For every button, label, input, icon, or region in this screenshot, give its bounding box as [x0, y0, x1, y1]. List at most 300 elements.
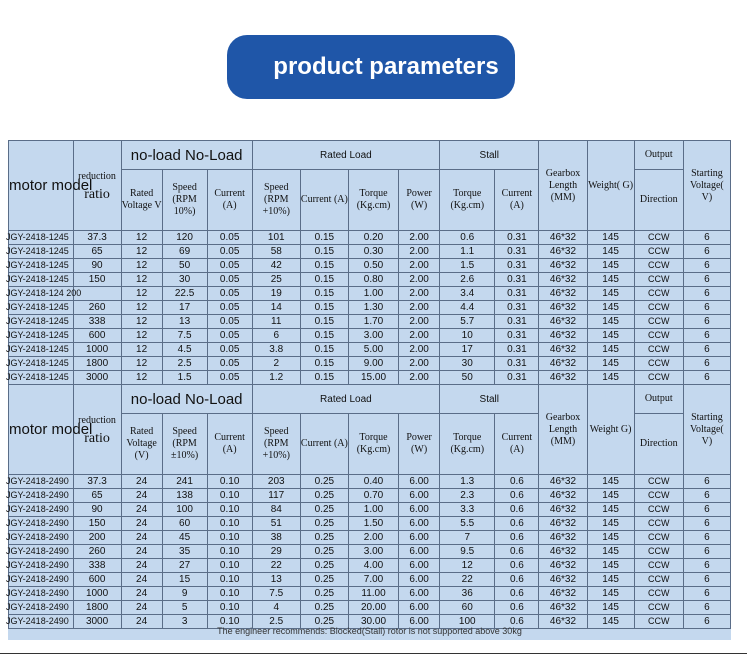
table-cell: 145: [587, 573, 634, 587]
table-cell: 6: [683, 601, 730, 615]
table-cell: CCW: [634, 573, 683, 587]
table-cell: 11: [252, 315, 300, 329]
table-cell: 36: [440, 587, 495, 601]
table-cell: 1.3: [440, 475, 495, 489]
table-cell: 0.10: [207, 587, 252, 601]
table-cell: 65: [73, 489, 121, 503]
power-header: Power (W): [399, 170, 440, 231]
table-cell: CCW: [634, 531, 683, 545]
table-cell: CCW: [634, 371, 683, 385]
table-row: [9, 357, 731, 371]
table-cell: 0.10: [207, 573, 252, 587]
table-cell: JGY-2418-2490: [9, 545, 74, 559]
table-cell: 9.5: [440, 545, 495, 559]
table-cell: JGY-2418-1245: [9, 259, 74, 273]
table-cell: 0.10: [207, 545, 252, 559]
stall-current-header: Current (A): [495, 170, 539, 231]
motor-model-header: motor model: [9, 141, 74, 231]
table-cell: 145: [587, 357, 634, 371]
table-cell: JGY-2418-2490: [9, 615, 74, 629]
no-load-header: no-load No-Load: [121, 141, 252, 170]
table-cell: 6.00: [399, 601, 440, 615]
table-cell: 22.5: [162, 287, 207, 301]
table-cell: CCW: [634, 587, 683, 601]
table-cell: 0.6: [495, 489, 539, 503]
table-cell: 0.05: [207, 329, 252, 343]
stall-header: Stall: [440, 141, 539, 170]
table-cell: 3.00: [348, 329, 398, 343]
table-cell: 13: [252, 573, 300, 587]
table-cell: 12: [121, 231, 162, 245]
table-cell: 9: [162, 587, 207, 601]
table-cell: 5.7: [440, 315, 495, 329]
table-cell: 12: [121, 329, 162, 343]
table-cell: CCW: [634, 601, 683, 615]
table-cell: CCW: [634, 329, 683, 343]
table-cell: CCW: [634, 301, 683, 315]
table-cell: 12: [121, 371, 162, 385]
table-cell: 37.3: [73, 475, 121, 489]
table-cell: CCW: [634, 273, 683, 287]
table-cell: 2.6: [440, 273, 495, 287]
table-cell: 46*32: [539, 371, 587, 385]
rated-load-header: Rated Load: [252, 141, 439, 170]
table-cell: 0.10: [207, 475, 252, 489]
table-cell: 120: [162, 231, 207, 245]
table-cell: 0.05: [207, 301, 252, 315]
table-cell: 1.00: [348, 287, 398, 301]
table-cell: 3000: [73, 371, 121, 385]
table-cell: 145: [587, 273, 634, 287]
table-cell: CCW: [634, 615, 683, 629]
rated-speed-header: Speed (RPM +10%): [252, 414, 300, 475]
table-cell: 6.00: [399, 573, 440, 587]
table-cell: 46*32: [539, 315, 587, 329]
table-cell: 145: [587, 245, 634, 259]
table-cell: 6: [683, 301, 730, 315]
rated-current-header: Current (A): [300, 414, 348, 475]
table-cell: 1.5: [162, 371, 207, 385]
table-cell: 46*32: [539, 573, 587, 587]
table-cell: 6.00: [399, 503, 440, 517]
table-cell: 1.50: [348, 517, 398, 531]
table-cell: 6: [683, 615, 730, 629]
table-cell: 200: [73, 531, 121, 545]
table-cell: 46*32: [539, 287, 587, 301]
table-cell: 2.00: [399, 273, 440, 287]
table-cell: 6: [683, 559, 730, 573]
table-cell: 0.20: [348, 231, 398, 245]
table-cell: 4.4: [440, 301, 495, 315]
table-cell: 100: [440, 615, 495, 629]
table-cell: 10: [440, 329, 495, 343]
table-cell: 0.6: [495, 601, 539, 615]
table-cell: 6.00: [399, 517, 440, 531]
table-cell: 0.10: [207, 559, 252, 573]
table-cell: 2.00: [399, 315, 440, 329]
reduction-label: reduction: [78, 414, 116, 426]
table-cell: 12: [121, 357, 162, 371]
table-cell: 12: [121, 301, 162, 315]
table-cell: 17: [162, 301, 207, 315]
table-cell: 6: [683, 531, 730, 545]
table-cell: 0.6: [440, 231, 495, 245]
table-cell: 24: [121, 531, 162, 545]
table-cell: 6: [683, 343, 730, 357]
ratio-label: ratio: [84, 186, 110, 202]
table-cell: 0.10: [207, 517, 252, 531]
table-cell: 2.3: [440, 489, 495, 503]
table-row: [9, 273, 731, 287]
table-cell: 0.6: [495, 615, 539, 629]
table-row: [9, 301, 731, 315]
table-cell: 2.00: [399, 259, 440, 273]
table-cell: JGY-2418-2490: [9, 531, 74, 545]
table-cell: 0.15: [300, 357, 348, 371]
table-cell: 25: [252, 273, 300, 287]
table-cell: 0.6: [495, 475, 539, 489]
motor-model-header: motor model: [9, 385, 74, 475]
table-cell: 0.70: [348, 489, 398, 503]
table-cell: 24: [121, 545, 162, 559]
rated-load-header: Rated Load: [252, 385, 439, 414]
table-cell: 0.15: [300, 343, 348, 357]
rated-voltage-header: Rated Voltage V: [121, 170, 162, 231]
table-cell: 46*32: [539, 601, 587, 615]
table-row: [9, 573, 731, 587]
table-cell: 145: [587, 343, 634, 357]
table-cell: 145: [587, 301, 634, 315]
table-cell: 6: [683, 287, 730, 301]
table-cell: 0.31: [495, 245, 539, 259]
table-cell: 0.05: [207, 287, 252, 301]
table-cell: 0.15: [300, 273, 348, 287]
table-cell: 2.5: [162, 357, 207, 371]
table-cell: 20.00: [348, 601, 398, 615]
table-cell: 0.25: [300, 573, 348, 587]
table-cell: 38: [252, 531, 300, 545]
table-cell: CCW: [634, 343, 683, 357]
table-cell: CCW: [634, 517, 683, 531]
table-cell: JGY-2418-1245: [9, 329, 74, 343]
table-cell: 7.5: [252, 587, 300, 601]
table-cell: 84: [252, 503, 300, 517]
table-cell: 0.6: [495, 531, 539, 545]
table-cell: 0.10: [207, 531, 252, 545]
table-cell: 58: [252, 245, 300, 259]
stall-header: Stall: [440, 385, 539, 414]
table-cell: 0.10: [207, 601, 252, 615]
table-cell: 145: [587, 503, 634, 517]
table-cell: 0.25: [300, 517, 348, 531]
table-cell: 0.05: [207, 273, 252, 287]
reduction-label: reduction: [78, 170, 116, 182]
rated-speed-header: Speed (RPM +10%): [252, 170, 300, 231]
table-cell: JGY-2418-2490: [9, 475, 74, 489]
table-cell: JGY-2418-2490: [9, 559, 74, 573]
table-cell: 46*32: [539, 273, 587, 287]
table-cell: 0.25: [300, 615, 348, 629]
table-cell: 6.00: [399, 489, 440, 503]
table-cell: JGY-2418-1245: [9, 357, 74, 371]
table-cell: 15.00: [348, 371, 398, 385]
table-row: [9, 259, 731, 273]
parameters-table: [8, 140, 731, 629]
table-cell: 50: [440, 371, 495, 385]
table-cell: 12: [121, 315, 162, 329]
table-cell: 90: [73, 259, 121, 273]
table-cell: 1.2: [252, 371, 300, 385]
table-cell: 0.25: [300, 587, 348, 601]
table-cell: 46*32: [539, 545, 587, 559]
table-row: [9, 343, 731, 357]
table-row: [9, 475, 731, 489]
table-cell: 0.6: [495, 559, 539, 573]
table-cell: 203: [252, 475, 300, 489]
table-cell: 2.00: [399, 245, 440, 259]
table-cell: 0.31: [495, 315, 539, 329]
table-cell: CCW: [634, 259, 683, 273]
table-cell: 24: [121, 475, 162, 489]
table-cell: 22: [252, 559, 300, 573]
table-cell: 2.00: [399, 357, 440, 371]
table-row: [9, 329, 731, 343]
table-cell: 0.31: [495, 301, 539, 315]
table-cell: 600: [73, 329, 121, 343]
table-cell: 145: [587, 545, 634, 559]
table-cell: 6: [683, 475, 730, 489]
table-cell: 2: [252, 357, 300, 371]
table-cell: 1.00: [348, 503, 398, 517]
table-cell: 338: [73, 315, 121, 329]
table-cell: 600: [73, 573, 121, 587]
table-cell: 46*32: [539, 475, 587, 489]
table-cell: 24: [121, 601, 162, 615]
table-cell: 46*32: [539, 559, 587, 573]
rated-torque-header: Torque (Kg.cm): [348, 170, 398, 231]
table-cell: 14: [252, 301, 300, 315]
table-cell: 7.5: [162, 329, 207, 343]
table-cell: 0.25: [300, 531, 348, 545]
table-cell: 0.10: [207, 503, 252, 517]
table-cell: 46*32: [539, 517, 587, 531]
table-cell: CCW: [634, 545, 683, 559]
table-cell: 1000: [73, 343, 121, 357]
table-cell: 0.25: [300, 601, 348, 615]
table-cell: 6: [683, 245, 730, 259]
table-cell: 1800: [73, 357, 121, 371]
table-cell: 46*32: [539, 301, 587, 315]
table-cell: 15: [162, 573, 207, 587]
table-cell: CCW: [634, 559, 683, 573]
table-cell: 0.10: [207, 615, 252, 629]
table-cell: 145: [587, 489, 634, 503]
table-cell: 0.05: [207, 315, 252, 329]
table-cell: 0.6: [495, 573, 539, 587]
table-cell: 0.15: [300, 371, 348, 385]
gearbox-length-header: Gearbox Length (MM): [539, 385, 587, 475]
weight-header: Weight G): [587, 385, 634, 475]
stall-torque-header: Torque (Kg.cm): [440, 170, 495, 231]
table-cell: 145: [587, 371, 634, 385]
table-cell: 0.25: [300, 545, 348, 559]
noload-current-header: Current (A): [207, 170, 252, 231]
table-cell: 0.15: [300, 245, 348, 259]
table-cell: JGY-2418-1245: [9, 315, 74, 329]
table-cell: 145: [587, 559, 634, 573]
table-cell: 1.1: [440, 245, 495, 259]
table-row: [9, 503, 731, 517]
table-cell: JGY-2418-1245: [9, 231, 74, 245]
table-row: [9, 287, 731, 301]
table-cell: 19: [252, 287, 300, 301]
table-cell: 2.00: [348, 531, 398, 545]
table-cell: 7.00: [348, 573, 398, 587]
table-cell: 100: [162, 503, 207, 517]
table-cell: 0.50: [348, 259, 398, 273]
table-cell: 145: [587, 329, 634, 343]
table-cell: 3.4: [440, 287, 495, 301]
table-cell: 24: [121, 615, 162, 629]
table-cell: 0.05: [207, 357, 252, 371]
table-cell: JGY-2418-2490: [9, 489, 74, 503]
table-cell: 0.15: [300, 231, 348, 245]
table-cell: JGY-2418-2490: [9, 517, 74, 531]
table-cell: 6.00: [399, 531, 440, 545]
table-cell: 3.00: [348, 545, 398, 559]
table-cell: 24: [121, 587, 162, 601]
table-cell: 145: [587, 615, 634, 629]
table-cell: 51: [252, 517, 300, 531]
table-cell: 2.00: [399, 329, 440, 343]
table-cell: 0.6: [495, 517, 539, 531]
direction-header: Direction: [634, 414, 683, 475]
starting-voltage-header: Starting Voltage( V): [683, 385, 730, 475]
table-cell: 6: [683, 489, 730, 503]
table-cell: 0.25: [300, 489, 348, 503]
table-cell: 2.5: [252, 615, 300, 629]
engineer-note: The engineer recommends: Blocked(Stall) rotor is not supported above 30kg: [217, 626, 522, 636]
no-load-header: no-load No-Load: [121, 385, 252, 414]
table-cell: 6.00: [399, 475, 440, 489]
table-cell: 0.6: [495, 545, 539, 559]
table-cell: 0.40: [348, 475, 398, 489]
table-cell: 12: [121, 259, 162, 273]
table-cell: CCW: [634, 475, 683, 489]
table-cell: 260: [73, 301, 121, 315]
table-cell: 2.00: [399, 231, 440, 245]
table-cell: 46*32: [539, 587, 587, 601]
noload-current-header: Current (A): [207, 414, 252, 475]
table-cell: 37.3: [73, 231, 121, 245]
table-cell: 0.31: [495, 357, 539, 371]
table-cell: 0.30: [348, 245, 398, 259]
table-cell: 0.05: [207, 259, 252, 273]
table-cell: 0.15: [300, 259, 348, 273]
noload-speed-header: Speed (RPM ±10%): [162, 414, 207, 475]
table-cell: CCW: [634, 315, 683, 329]
table-cell: 101: [252, 231, 300, 245]
header-row-top: [9, 141, 731, 170]
table-cell: 0.05: [207, 245, 252, 259]
table-cell: 0.25: [300, 475, 348, 489]
table-cell: 6: [683, 329, 730, 343]
table-cell: 13: [162, 315, 207, 329]
table-cell: 0.15: [300, 301, 348, 315]
table-cell: 24: [121, 489, 162, 503]
table-cell: 46*32: [539, 343, 587, 357]
table-cell: 1800: [73, 601, 121, 615]
parameters-sheet: [8, 140, 731, 640]
table-row: [9, 489, 731, 503]
table-cell: 6.00: [399, 587, 440, 601]
table-cell: 12: [121, 245, 162, 259]
stall-torque-header: Torque (Kg.cm): [440, 414, 495, 475]
rated-torque-header: Torque (Kg.cm): [348, 414, 398, 475]
power-header: Power (W): [399, 414, 440, 475]
table-cell: 145: [587, 531, 634, 545]
table-cell: 0.25: [300, 503, 348, 517]
table-cell: 0.31: [495, 287, 539, 301]
table-cell: 3.3: [440, 503, 495, 517]
output-header: Output: [634, 141, 683, 170]
table-cell: 6: [683, 259, 730, 273]
table-cell: 24: [121, 517, 162, 531]
table-cell: 9.00: [348, 357, 398, 371]
table-cell: 6: [683, 517, 730, 531]
table-cell: 6: [683, 503, 730, 517]
table-cell: 6: [683, 573, 730, 587]
table-cell: 46*32: [539, 615, 587, 629]
table-cell: 46*32: [539, 489, 587, 503]
table-cell: 42: [252, 259, 300, 273]
stall-current-header: Current (A): [495, 414, 539, 475]
table-cell: 0.31: [495, 343, 539, 357]
table-cell: JGY-2418-1245: [9, 301, 74, 315]
table-cell: 46*32: [539, 245, 587, 259]
table-cell: 46*32: [539, 329, 587, 343]
table-cell: JGY-2418-2490: [9, 587, 74, 601]
table-cell: 12: [121, 273, 162, 287]
page-title: product parameters: [227, 35, 515, 99]
table-cell: 0.31: [495, 259, 539, 273]
table-cell: 0.05: [207, 371, 252, 385]
table-cell: CCW: [634, 245, 683, 259]
table-cell: 6: [252, 329, 300, 343]
table-row: [9, 371, 731, 385]
table-cell: CCW: [634, 489, 683, 503]
table-cell: 2.00: [399, 287, 440, 301]
table-cell: JGY-2418-1245: [9, 245, 74, 259]
table-cell: 150: [73, 517, 121, 531]
table-cell: JGY-2418-1245: [9, 371, 74, 385]
table-cell: 338: [73, 559, 121, 573]
table-cell: 0.15: [300, 329, 348, 343]
table-cell: 145: [587, 601, 634, 615]
table-cell: 0.10: [207, 489, 252, 503]
table-row: [9, 587, 731, 601]
output-header: Output: [634, 385, 683, 414]
table-cell: 3: [162, 615, 207, 629]
table-cell: 12: [121, 287, 162, 301]
table-cell: 260: [73, 545, 121, 559]
table-cell: 241: [162, 475, 207, 489]
table-cell: 0.6: [495, 587, 539, 601]
table-cell: 24: [121, 573, 162, 587]
table-cell: 3.8: [252, 343, 300, 357]
table-cell: 65: [73, 245, 121, 259]
table-cell: 2.00: [399, 343, 440, 357]
